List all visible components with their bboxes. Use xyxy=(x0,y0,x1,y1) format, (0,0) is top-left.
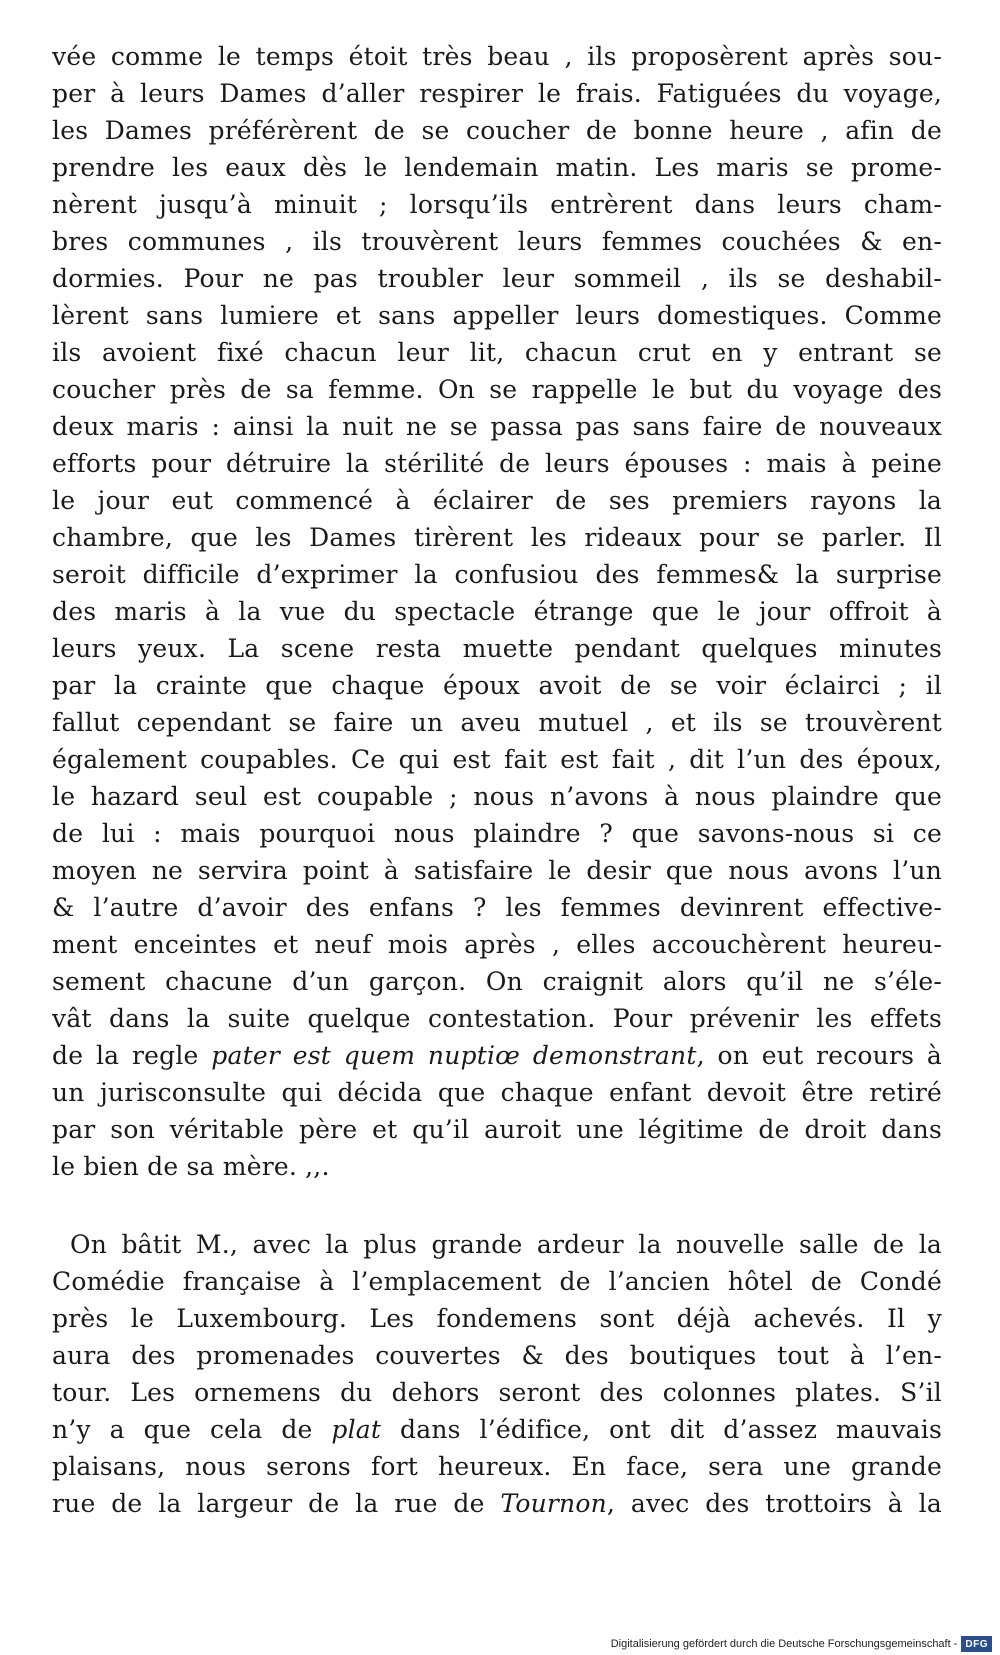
italic-word: plat xyxy=(331,1415,382,1444)
text-line: des maris à la vue du spectacle étrange que le jour offroit à xyxy=(52,597,942,626)
line-suffix: , on eut recours à xyxy=(696,1041,942,1070)
text-line: efforts pour détruire la stérilité de leurs épouses : mais à peine xyxy=(52,449,942,478)
text-line-with-latin-quote xyxy=(52,1037,942,1074)
italic-street-name: Tournon xyxy=(500,1489,607,1518)
line-suffix: , avec des trottoirs à la xyxy=(606,1489,942,1518)
text-line: & l’autre d’avoir des enfans ? les femmes devinrent effective- xyxy=(52,893,942,922)
text-line: nèrent jusqu’à minuit ; lorsqu’ils entrèrent dans leurs cham- xyxy=(52,190,942,219)
text-line: deux maris : ainsi la nuit ne se passa pas sans faire de nouveaux xyxy=(52,412,942,441)
line-suffix: dans l’édifice, ont dit d’assez mauvais xyxy=(381,1415,942,1444)
text-line: On bâtit M., avec la plus grande ardeur la nouvelle salle de la xyxy=(70,1230,942,1259)
text-line: plaisans, nous serons fort heureux. En face, sera une grande xyxy=(52,1452,942,1481)
text-line: Comédie française à l’emplacement de l’ancien hôtel de Condé xyxy=(52,1267,942,1296)
text-line: bres communes , ils trouvèrent leurs femmes couchées & en- xyxy=(52,227,942,256)
text-line: lèrent sans lumiere et sans appeller leurs domestiques. Comme xyxy=(52,301,942,330)
text-line: coucher près de sa femme. On se rappelle le but du voyage des xyxy=(52,375,942,404)
line-prefix: rue de la largeur de la rue de xyxy=(52,1489,501,1518)
text-line: per à leurs Dames d’aller respirer le frais. Fatiguées du voyage, xyxy=(52,79,942,108)
text-line: le jour eut commencé à éclairer de ses premiers rayons la xyxy=(52,486,942,515)
text-line: seroit difficile d’exprimer la confusiou des femmes& la surprise xyxy=(52,560,942,589)
text-line: vée comme le temps étoit très beau , ils proposèrent après sou- xyxy=(52,42,942,71)
text-line: par la crainte que chaque époux avoit de se voir éclairci ; il xyxy=(52,671,942,700)
text-line: leurs yeux. La scene resta muette pendant quelques minutes xyxy=(52,634,942,663)
text-line: aura des promenades couvertes & des boutiques tout à l’en- xyxy=(52,1341,942,1370)
text-line-with-italic xyxy=(52,1411,942,1448)
text-line: par son véritable père et qu’il auroit une légitime de droit dans xyxy=(52,1115,942,1144)
text-line: de lui : mais pourquoi nous plaindre ? que savons-nous si ce xyxy=(52,819,942,848)
text-line: un jurisconsulte qui décida que chaque enfant devoit être retiré xyxy=(52,1078,942,1107)
text-line: vât dans la suite quelque contestation. Pour prévenir les effets xyxy=(52,1004,942,1033)
funding-credit: Digitalisierung gefördert durch die Deutsche Forschungsgemeinschaft - xyxy=(610,1638,958,1650)
text-line: tour. Les ornemens du dehors seront des colonnes plates. S’il xyxy=(52,1378,942,1407)
text-line: ils avoient fixé chacun leur lit, chacun crut en y entrant se xyxy=(52,338,942,367)
text-line: ment enceintes et neuf mois après , elles accouchèrent heureu- xyxy=(52,930,942,959)
text-line: dormies. Pour ne pas troubler leur sommeil , ils se deshabil- xyxy=(52,264,942,293)
text-line: le hazard seul est coupable ; nous n’avons à nous plaindre que xyxy=(52,782,942,811)
text-line: moyen ne servira point à satisfaire le desir que nous avons l’un xyxy=(52,856,942,885)
paragraph-2 xyxy=(52,1226,942,1522)
text-line-with-italic xyxy=(52,1485,942,1522)
line-prefix: n’y a que cela de xyxy=(52,1415,332,1444)
text-line: le bien de sa mère. ,,. xyxy=(52,1152,330,1181)
digitization-footer xyxy=(611,1633,992,1655)
line-prefix: de la regle xyxy=(52,1041,212,1070)
dfg-logo: DFG xyxy=(961,1636,992,1652)
latin-maxim: pater est quem nuptiœ demonstrant xyxy=(211,1041,697,1070)
text-line: les Dames préférèrent de se coucher de bonne heure , afin de xyxy=(52,116,942,145)
text-line: sement chacune d’un garçon. On craignit alors qu’il ne s’éle- xyxy=(52,967,942,996)
text-line: prendre les eaux dès le lendemain matin. Les maris se prome- xyxy=(52,153,942,182)
text-line: également coupables. Ce qui est fait est fait , dit l’un des époux, xyxy=(52,745,942,774)
paragraph-1 xyxy=(52,38,942,1185)
text-line: fallut cependant se faire un aveu mutuel , et ils se trouvèrent xyxy=(52,708,942,737)
text-line: chambre, que les Dames tirèrent les rideaux pour se parler. Il xyxy=(52,523,942,552)
text-line: près le Luxembourg. Les fondemens sont déjà achevés. Il y xyxy=(52,1304,942,1333)
